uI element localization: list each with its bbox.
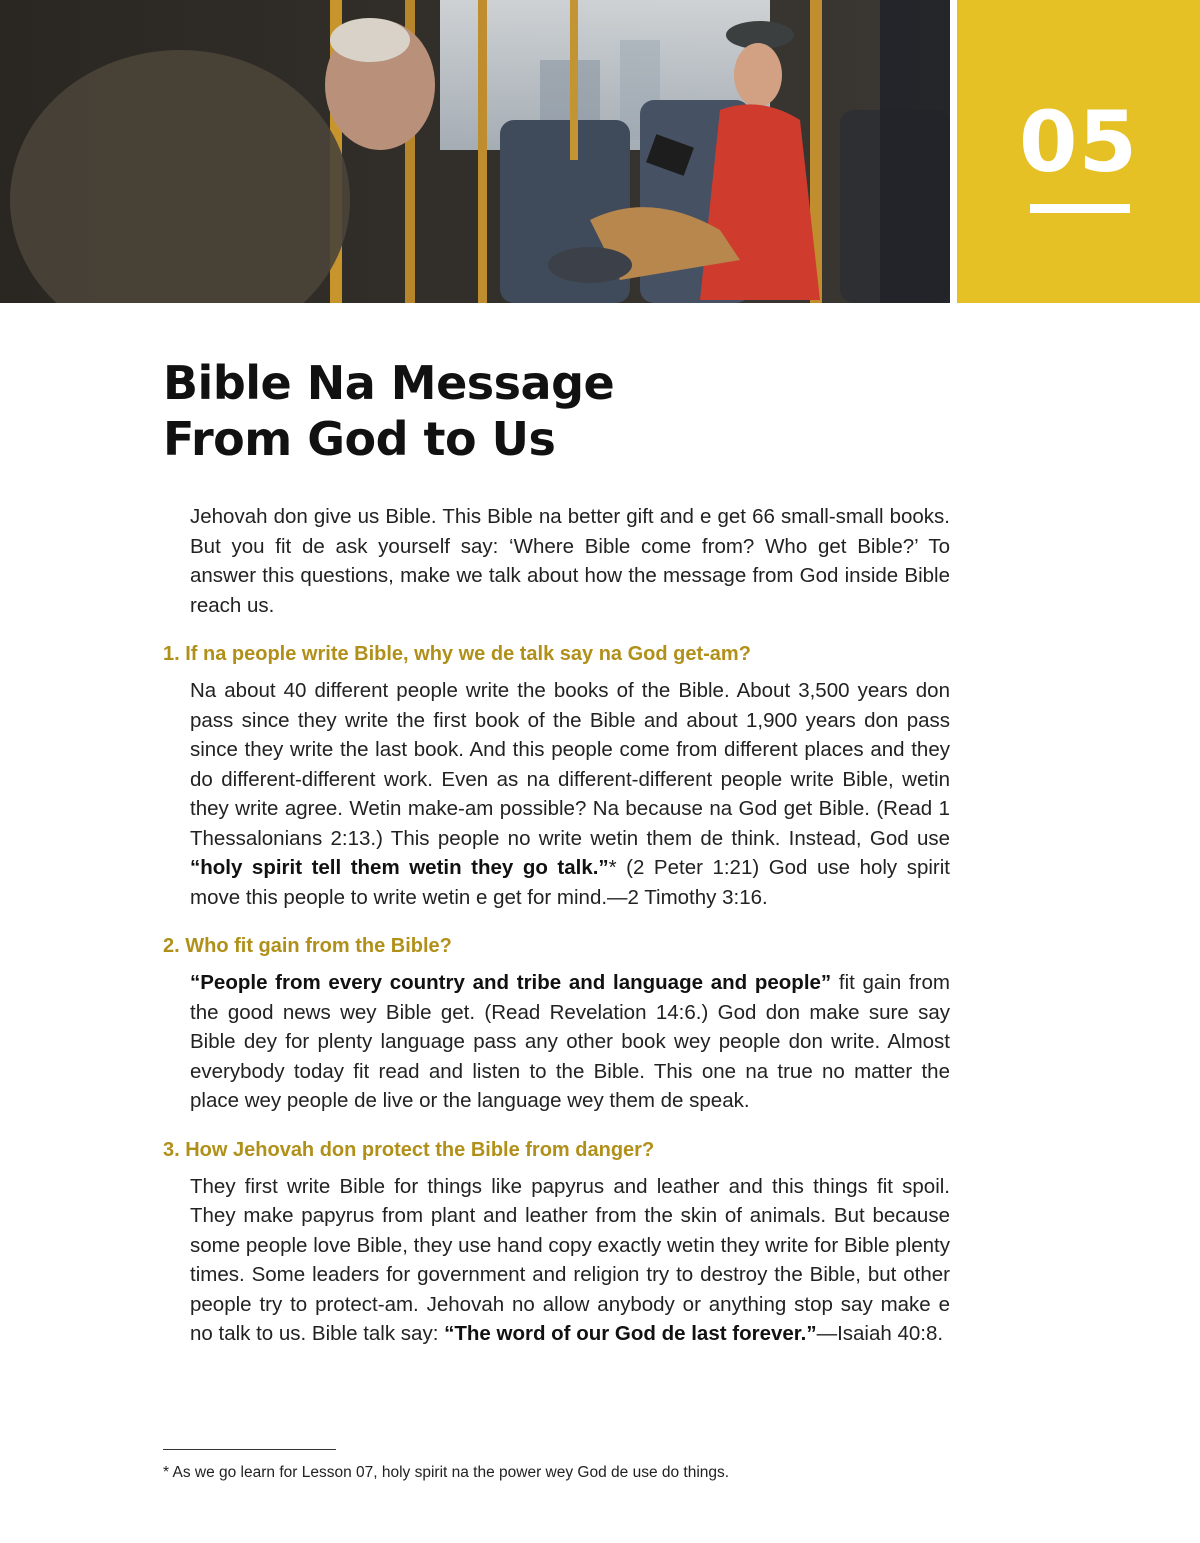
lesson-number-box xyxy=(957,0,1200,303)
answer-1-text-b: * (2 Peter 1:21) God use holy spirit move this people to write wetin e get for mind.—2 Timothy 3:16. xyxy=(190,856,950,909)
question-2: 2. Who fit gain from the Bible? xyxy=(163,935,452,957)
answer-3-text-b: —Isaiah 40:8. xyxy=(816,1322,944,1345)
answer-2-paragraph xyxy=(190,968,950,1116)
page-title xyxy=(163,355,614,467)
footnote: * As we go learn for Lesson 07, holy spirit na the power wey God de use do things. xyxy=(163,1464,730,1481)
hero-photo xyxy=(0,0,950,303)
page-title-line-1: Bible Na Message xyxy=(163,356,615,410)
answer-3-quote: “The word of our God de last forever.” xyxy=(444,1322,817,1345)
page-title-line-2: From God to Us xyxy=(163,412,556,466)
answer-1-text-a: Na about 40 different people write the books of the Bible. About 3,500 years don pass since they write the first book of the Bible and about 1,900 years don pass since they write the last book. And this people come from different places and they do different-different work. Even as na different-different people write Bible, wetin they write agree. Wetin make-am possible? Na because na God get Bible. (Read 1 Thessalonians 2:13.) This people no write wetin them de think. Instead, God use xyxy=(190,679,950,850)
footnote-divider xyxy=(163,1449,336,1450)
lesson-body xyxy=(163,502,950,1349)
question-1: 1. If na people write Bible, why we de talk say na God get-am? xyxy=(163,643,751,665)
answer-2-text-b: fit gain from the good news wey Bible get. (Read Revelation 14:6.) God don make sure say Bible dey for plenty language pass any other book wey people don write. Almost everybody today fit read and listen to the Bible. This one na true no matter the place wey people de live or the language wey them de speak. xyxy=(190,971,950,1112)
bus-scene-illustration xyxy=(0,0,950,303)
answer-1-quote: “holy spirit tell them wetin they go talk.” xyxy=(190,856,609,879)
answer-3-text-a: They first write Bible for things like papyrus and leather and this things fit spoil. They make papyrus from plant and leather from the skin of animals. But because some people love Bible, they use hand copy exactly wetin they write for Bible plenty times. Some leaders for government and religion try to destroy the Bible, but other people try to protect-am. Jehovah no allow anybody or anything stop say make e no talk to us. Bible talk say: xyxy=(190,1174,950,1345)
answer-1-paragraph xyxy=(190,676,950,912)
lesson-number: 05 xyxy=(1019,93,1138,191)
question-3: 3. How Jehovah don protect the Bible from danger? xyxy=(163,1138,655,1161)
answer-3-paragraph xyxy=(190,1172,950,1349)
intro-paragraph: Jehovah don give us Bible. This Bible na better gift and e get 66 small-small books. But you fit de ask yourself say: ‘Where Bible come from? Who get Bible?’ To answer this questions, make we talk about how the message from God inside Bible reach us. xyxy=(190,505,950,617)
lesson-number-underline xyxy=(1030,204,1130,213)
answer-2-quote: “People from every country and tribe and language and people” xyxy=(190,971,832,994)
